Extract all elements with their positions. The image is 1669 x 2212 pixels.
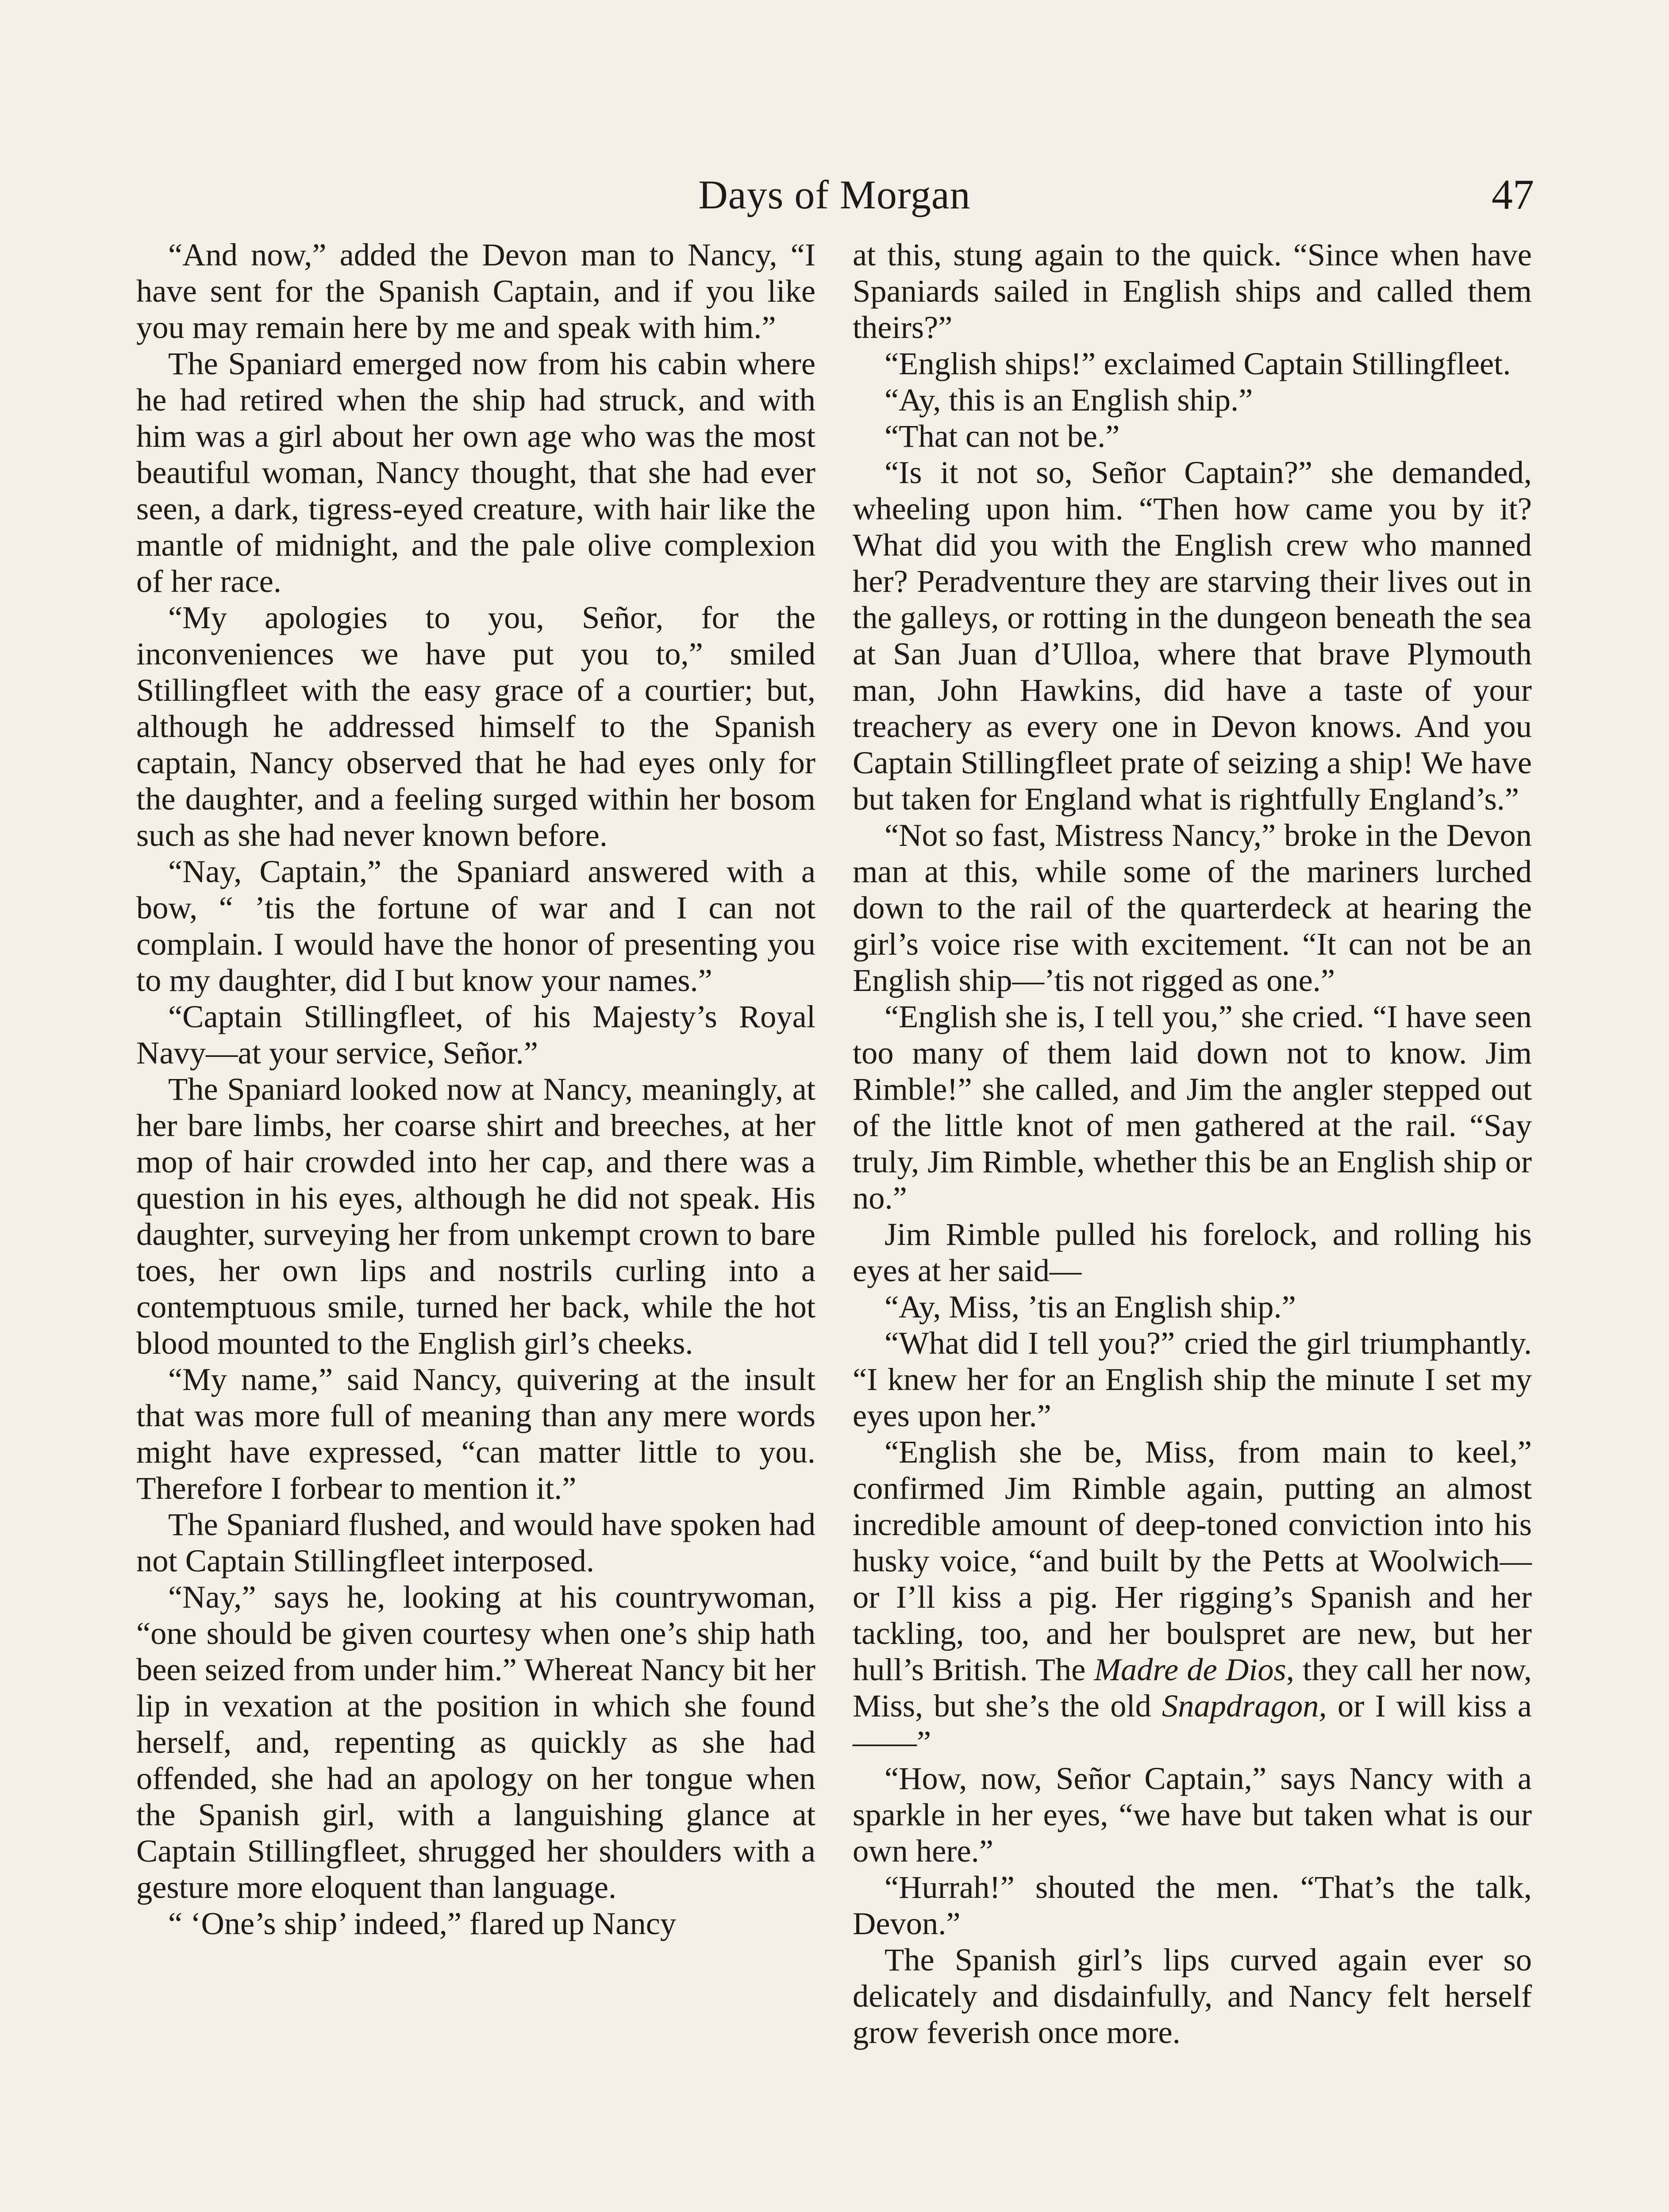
text-run: “English she be, Miss, from main to keel,” confirmed Jim Rimble again, putting an almost incredible amount of deep-toned conviction into his husky voice, “and built by the Petts at Woolwich—or I’ll kiss a pig. Her rigging’s Spanish and her tackling, too, and her boulspret are new, but her hull’s British. The xyxy=(853,1434,1532,1687)
paragraph: The Spanish girl’s lips curved again ever so delicately and disdainfully, and Nancy felt herself grow feverish once more. xyxy=(853,1942,1532,2050)
page-header xyxy=(0,164,1669,226)
paragraph: “How, now, Señor Captain,” says Nancy with a sparkle in her eyes, “we have but taken what is our own here.” xyxy=(853,1760,1532,1869)
paragraph: The Spaniard emerged now from his cabin where he had retired when the ship had struck, and with him was a girl about her own age who was the most beautiful woman, Nancy thought, that she had ever seen, a dark, tigress-eyed creature, with hair like the mantle of midnight, and the pale olive complexion of her race. xyxy=(136,346,815,599)
running-title: Days of Morgan xyxy=(698,172,971,217)
paragraph: “Nay,” says he, looking at his countrywoman, “one should be given courtesy when one’s ship hath been seized from under him.” Whereat Nancy bit her lip in vexation at the position in which she found herself, and, repenting as quickly as she had offended, she had an apology on her tongue when the Spanish girl, with a languishing glance at Captain Stillingfleet, shrugged her shoulders with a gesture more eloquent than language. xyxy=(136,1579,815,1905)
right-column xyxy=(853,237,1532,2051)
text-run: , they call her now, Miss, but she’s the old xyxy=(853,1651,1532,1724)
paragraph: “My apologies to you, Señor, for the inconveniences we have put you to,” smiled Stillingfleet with the easy grace of a courtier; but, although he addressed himself to the Spanish captain, Nancy observed that he had eyes only for the daughter, and a feeling surged within her bosom such as she had never known before. xyxy=(136,599,815,853)
paragraph: The Spaniard flushed, and would have spoken had not Captain Stillingfleet interposed. xyxy=(136,1506,815,1578)
paragraph: “English ships!” exclaimed Captain Stillingfleet. xyxy=(884,346,1511,381)
paragraph: Jim Rimble pulled his forelock, and rolling his eyes at her said— xyxy=(853,1216,1532,1288)
paragraph-with-ship-names xyxy=(853,1434,1532,1760)
paragraph: The Spaniard looked now at Nancy, meaningly, at her bare limbs, her coarse shirt and breeches, at her mop of hair crowded into her cap, and there was a question in his eyes, although he did not speak. His daughter, surveying her from unkempt crown to bare toes, her own lips and nostrils curling into a contemptuous smile, turned her back, while the hot blood mounted to the English girl’s cheeks. xyxy=(136,1071,815,1361)
continued-paragraph: at this, stung again to the quick. “Since when have Spaniards sailed in English ships and called them theirs?” xyxy=(853,237,1532,345)
paragraph: “What did I tell you?” cried the girl triumphantly. “I knew her for an English ship the minute I set my eyes upon her.” xyxy=(853,1325,1532,1433)
ship-name-snapdragon: Snapdragon, xyxy=(1162,1688,1327,1724)
paragraph: “Hurrah!” shouted the men. “That’s the talk, Devon.” xyxy=(853,1869,1532,1941)
paragraph: “Captain Stillingfleet, of his Majesty’s Royal Navy—at your service, Señor.” xyxy=(136,998,815,1071)
paragraph: “Is it not so, Señor Captain?” she demanded, wheeling upon him. “Then how came you by it? What did you with the English crew who manned her? Peradventure they are starving their lives out in the galleys, or rotting in the dungeon beneath the sea at San Juan d’Ulloa, where that brave Plymouth man, John Hawkins, did have a taste of your treachery as every one in Devon knows. And you Captain Stillingfleet prate of seizing a ship! We have but taken for England what is rightfully England’s.” xyxy=(853,454,1532,817)
paragraph: “Ay, Miss, ’tis an English ship.” xyxy=(884,1289,1296,1325)
paragraph: “Nay, Captain,” the Spaniard answered with a bow, “ ’tis the fortune of war and I can not complain. I would have the honor of presenting you to my daughter, did I but know your names.” xyxy=(136,853,815,998)
paragraph: “Ay, this is an English ship.” xyxy=(884,382,1253,418)
left-column xyxy=(136,237,815,1942)
page-number: 47 xyxy=(1492,171,1534,218)
paragraph: “And now,” added the Devon man to Nancy, “I have sent for the Spanish Captain, and if you like you may remain here by me and speak with him.” xyxy=(136,237,815,345)
paragraph: “English she is, I tell you,” she cried. “I have seen too many of them laid down not to know. Jim Rimble!” she called, and Jim the angler stepped out of the little knot of men gathered at the rail. “Say truly, Jim Rimble, whether this be an English ship or no.” xyxy=(853,998,1532,1216)
ship-name-madre: Madre de Dios xyxy=(1094,1651,1286,1687)
paragraph: “Not so fast, Mistress Nancy,” broke in the Devon man at this, while some of the mariners lurched down to the rail of the quarterdeck at hearing the girl’s voice rise with excitement. “It can not be an English ship—’tis not rigged as one.” xyxy=(853,817,1532,998)
paragraph: “That can not be.” xyxy=(884,418,1120,454)
paragraph: “ ‘One’s ship’ indeed,” flared up Nancy xyxy=(168,1905,677,1941)
paragraph: “My name,” said Nancy, quivering at the insult that was more full of meaning than any mere words might have expressed, “can matter little to you. Therefore I forbear to mention it.” xyxy=(136,1361,815,1506)
text-run: or I will kiss a——” xyxy=(853,1688,1532,1760)
